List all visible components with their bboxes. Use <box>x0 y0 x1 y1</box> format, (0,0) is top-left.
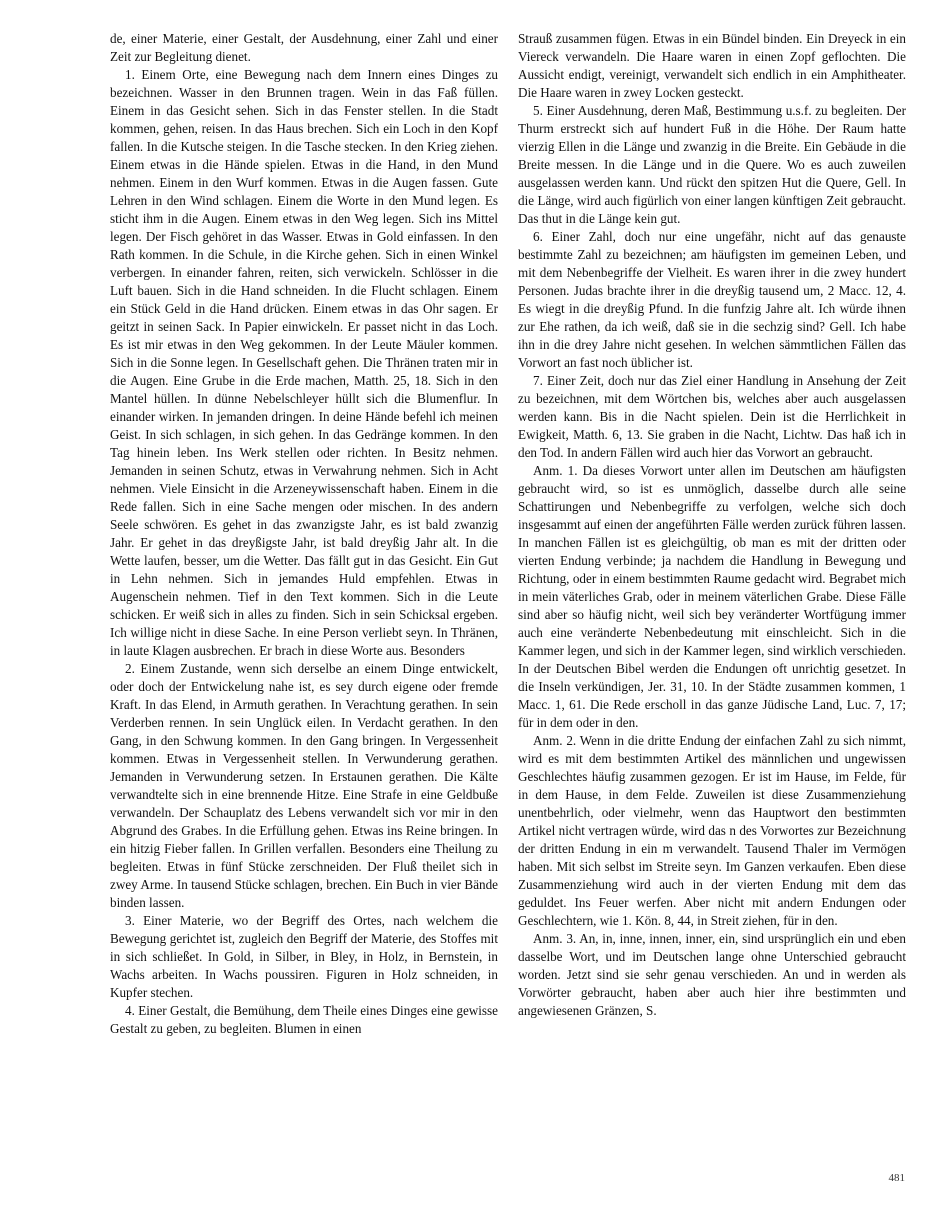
paragraph-note-1: Anm. 1. Da dieses Vorwort unter allen im Deutschen am häufigsten gebraucht wird, so ist es unmöglich, dasselbe durch alle seine Schattirungen und Nebenbegriffe zu verfolgen, welche sich doch insgesammt auf einen der angeführten Fälle werden zurück führen lassen. In manchen Fällen ist es gleichgültig, ob man es mit der dritten oder vierten Endung verbinde; ja nachdem die Handlung in Bewegung und Richtung, oder in einem bestimmten Raume gedacht wird. Begrabet mich in mein väterliches Grab, oder in meinem väterlichen Grabe. Diese Fälle sind aber so häufig nicht, weil sich bey veränderter Wortfügung immer auch eine veränderte Nebenbedeutung mit einschleicht. Sich in die Kammer legen, und sich in der Kammer legen, sind wirklich verschieden. In der Deutschen Bibel werden die Endungen oft unrichtig gesetzet. In die Inseln verkündigen, Jer. 31, 10. In der Städte zusammen kommen, 1 Macc. 1, 61. Die Rede erscholl in das ganze Jüdische Land, Luc. 7, 17; für in dem oder in den. <box>518 463 906 730</box>
paragraph-sense-2: 2. Einem Zustande, wenn sich derselbe an einem Dinge entwickelt, oder doch der Entwickelung nahe ist, es sey durch eigene oder fremde Kraft. In das Elend, in Armuth gerathen. In Verachtung gerathen. In sein Verderben rennen. In sein Unglück eilen. In Verdacht gerathen. In den Gang, in den Schwung kommen. In den Gang bringen. In Vergessenheit kommen. Etwas in Vergessenheit stellen. In Verwunderung gerathen. Jemanden in Verwunderung setzen. In Erstaunen gerathen. Die Kälte verwandtelte sich in eine brennende Hitze. Eine Strafe in eine Geldbuße verwandeln. Der Schauplatz des Lebens verwandelt sich vor mir in den Abgrund des Grabes. In die Erfüllung gehen. Etwas ins Reine bringen. In ein hitzig Fieber fallen. In Grillen verfallen. Besonders eine Theilung zu begleiten. Etwas in fünf Stücke zerschneiden. Der Fluß theilet sich in zwey Arme. In tausend Stücke schlagen, brechen. Ein Buch in vier Bände binden lassen. <box>110 661 498 910</box>
paragraph-sense-4: 4. Einer Gestalt, die Bemühung, dem Theile eines Dinges eine gewisse Gestalt zu geben, zu begleiten. Blumen in einen <box>110 1003 498 1036</box>
paragraph-sense-3: 3. Einer Materie, wo der Begriff des Ortes, nach welchem die Bewegung gerichtet ist, zugleich den Begriff der Materie, des Stoffes mit in sich schließet. In Gold, in Silber, in Bley, in Holz, in Bernstein, in Wachs arbeiten. In Wachs poussiren. Figuren in Holz schneiden, in Kupfer stechen. <box>110 913 498 1000</box>
paragraph-sense-1: 1. Einem Orte, eine Bewegung nach dem Innern eines Dinges zu bezeichnen. Wasser in den Brunnen tragen. Wein in das Faß füllen. Einem in das Gesicht sehen. Sich in das Fenster stellen. In die Stadt kommen, gehen, reisen. In das Haus brechen. Sich ein Loch in den Kopf fallen. In die Kutsche steigen. In die Tasche stecken. In den Krieg ziehen. Einem etwas in die Hände spielen. Etwas in die Hand, in den Mund nehmen. Einem in den Wurf kommen. Etwas in die Augen fassen. Gute Lehren in den Wind schlagen. Einem die Worte in den Mund legen. Es sticht ihm in die Augen. Einem etwas in den Weg legen. Sich ins Mittel legen. Der Fisch gehöret in das Wasser. Etwas in Gold einfassen. In den Rath kommen. In die Schule, in die Kirche gehen. Sich in einen Winkel verbergen. In einander fahren, reiten, sich verwickeln. Schlösser in die Luft bauen. Sich in die Hand schneiden. In die Flucht schlagen. Einem ein Stück Geld in die Hand drücken. Einem etwas in das Ohr sagen. Er geitzt in seinen Sack. In Papier einwickeln. Er passet nicht in das Loch. Es ist mir etwas in den Weg gekommen. In der Leute Mäuler kommen. Sich in die Sonne legen. In Gesellschaft gehen. Die Thränen traten mir in die Augen. Eine Grube in die Erde machen, Matth. 25, 18. Sich in den Mantel hüllen. In dünne Nebelschleyer hüllt sich die Blumenflur. In einander wirken. In jemanden dringen. In deine Hände befehl ich meinen Geist. In sich schlagen, in sich gehen. In das Gedränge kommen. In den Tag hinein leben. Ins Werk stellen oder richten. In Besitz nehmen. Jemanden in seinen Schutz, etwas in Verwahrung nehmen. Sich in Acht nehmen. Viele Einsicht in die Arzeneywissenschaft haben. Einem in die Rede fallen. Sich in eine Sache mengen oder mischen. In des andern Seele schwören. Es gehet in das zwanzigste Jahr, es ist bald zwanzig Jahr. Er gehet in das dreyßigste Jahr, ist bald dreyßig Jahr alt. In die Wette laufen, besser, um die Wetter. Das fällt gut in das Gesicht. Ein Gut in Lehn nehmen. Sich in jemandes Huld empfehlen. Etwas in Augenschein nehmen. Tief in den Text kommen. Sich in die Leute schicken. Er weiß sich in alles zu finden. Sich in sein Schicksal ergeben. Ich willige nicht in diese Sache. In eine Person verliebt seyn. In Thränen, in laute Klagen ausbrechen. Er brach in diese Worte aus. Besonders <box>110 67 498 658</box>
paragraph-sense-4-continued: Strauß zusammen fügen. Etwas in ein Bündel binden. Ein Dreyeck in ein Viereck verwandeln. Die Haare waren in einen Zopf geflochten. Die Aussicht endigt, vereinigt, verwandelt sich endlich in ein Amphitheater. Die Haare waren in zwey Locken gesteckt. <box>518 31 906 100</box>
paragraph-note-2: Anm. 2. Wenn in die dritte Endung der einfachen Zahl zu sich nimmt, wird es mit dem bestimmten Artikel des männlichen und ungewissen Geschlechtes häufig zusammen gezogen. Er ist im Hause, im Felde, für in dem Hause, in dem Felde. Zuweilen ist diese Zusammenziehung unentbehrlich, oder vielmehr, wenn das Hauptwort den bestimmten Artikel nicht vertragen würde, wird das n des Vorwortes zur Bezeichnung der dritten Endung in ein m verwandelt. Tausend Thaler im Vermögen haben. Mit sich selbst im Streite seyn. Im Ganzen verkaufen. Eben diese Zusammenziehung wird auch in der vierten Endung mit dem das geduldet. Ins Feuer werfen. Aber nicht mit andern Endungen oder Geschlechtern, wie 1. Kön. 8, 44, in Streit ziehen, für in den. <box>518 733 906 928</box>
paragraph-note-3: Anm. 3. An, in, inne, innen, inner, ein, sind ursprünglich ein und eben dasselbe Wort, und im Deutschen lange ohne Unterschied gebraucht worden. Jetzt sind sie sehr genau verschieden. An und in werden als Vorwörter gebraucht, haben aber auch hier ihre bestimmten und angewiesenen Gränzen, S. <box>518 931 906 1018</box>
paragraph-sense-7: 7. Einer Zeit, doch nur das Ziel einer Handlung in Ansehung der Zeit zu bezeichnen, mit dem Wörtchen bis, welches aber auch ausgelassen werden kann. Bis in die Nacht spielen. Dein ist die Herrlichkeit in Ewigkeit, Matth. 6, 13. Sie graben in die Nacht, Lichtw. Das haß ich in den Tod. In andern Fällen wird auch hier das Vorwort an gebraucht. <box>518 373 906 460</box>
left-column <box>110 30 498 1038</box>
paragraph-continuation: de, einer Materie, einer Gestalt, der Ausdehnung, einer Zahl und einer Zeit zur Begleitung dienet. <box>110 31 498 64</box>
right-column <box>518 30 906 1020</box>
paragraph-sense-6: 6. Einer Zahl, doch nur eine ungefähr, nicht auf das genauste bestimmte Zahl zu bezeichnen; am häufigsten im gemeinen Leben, und mit dem Nebenbegriffe der Vielheit. Es waren ihrer in die zwey hundert Personen. Judas brachte ihrer in die dreyßig tausend um, 2 Macc. 12, 4. Es wiegt in die dreyßig Pfund. In die funfzig Jahre alt. Ich würde ihnen zur Ehe rathen, da ich weiß, daß sie in die sechzig sind? Gell. Ich habe ihn in die drey Jahre nicht gesehen. In welchen sämmtlichen Fällen das Vorwort an fast noch üblicher ist. <box>518 229 906 370</box>
page-number: 481 <box>888 1172 905 1184</box>
paragraph-sense-5: 5. Einer Ausdehnung, deren Maß, Bestimmung u.s.f. zu begleiten. Der Thurm erstreckt sich auf hundert Fuß in die Höhe. Der Raum hatte vierzig Ellen in die Länge und zwanzig in die Breite. Ein Gebäude in die Breite messen. In die Länge und in die Quere. Wo es auch zuweilen ausgelassen werden kann. Und rückt den spitzen Hut die Quere, Gell. In die Länge, wird auch figürlich von einer langen künftigen Zeit gebraucht. Das thut in die Länge kein gut. <box>518 103 906 226</box>
